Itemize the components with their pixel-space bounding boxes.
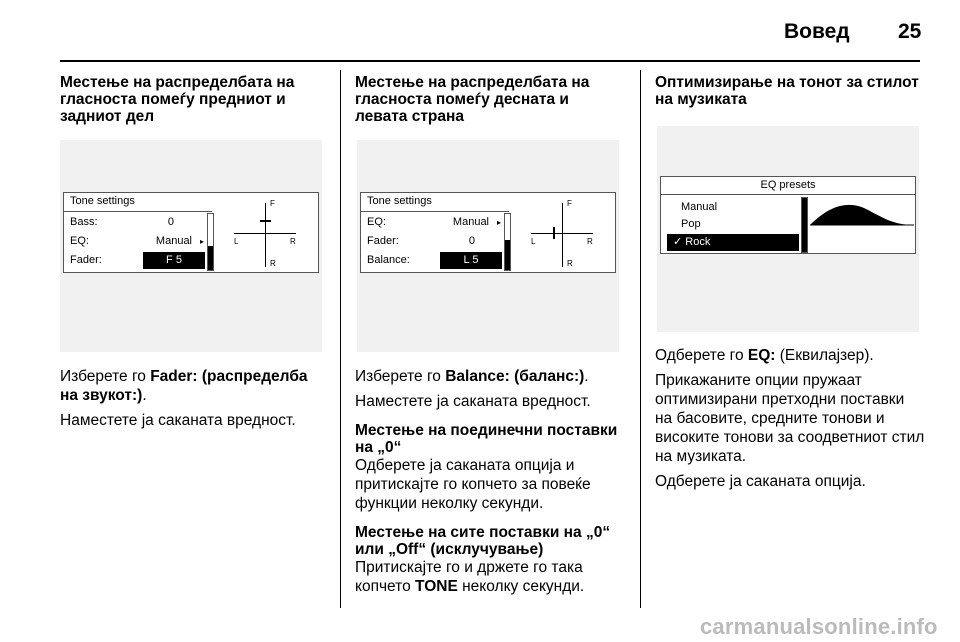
- screen-title: Tone settings: [70, 195, 135, 207]
- paragraph: Притискајте го и држете го така копчето TONE неколку секунди.: [355, 559, 585, 595]
- column-fader: [60, 74, 326, 125]
- row-value: Manual: [155, 235, 192, 247]
- display-image-eq: [657, 126, 919, 332]
- page-title: Вовед: [784, 20, 850, 43]
- screen-title: Tone settings: [367, 195, 432, 207]
- row-label: Bass:: [70, 216, 98, 228]
- paragraph: Наместете ја саканата вредност.: [60, 412, 296, 429]
- paragraph: Одберете ја саканата опција и притискајте го копчето за повеќе функции неколку секунди.: [355, 457, 591, 512]
- balance-marker: [553, 227, 555, 239]
- display-image-balance: [357, 140, 619, 352]
- section-heading: Местење на распределбата на гласноста помеѓу десната и левата страна: [355, 74, 590, 125]
- row-label: EQ:: [70, 235, 89, 247]
- preset-item: Pop: [681, 218, 701, 230]
- column-divider: [340, 70, 341, 608]
- eq-curve-graphic: [810, 195, 914, 253]
- tone-settings-screen: Tone settings EQ: Manual ▸ Fader: 0 Balance: L 5 F L R R: [360, 192, 616, 273]
- selected-value: L 5: [440, 252, 502, 269]
- section-heading: Оптимизирање на тонот за стилот на музиката: [655, 74, 919, 108]
- tone-settings-screen: Tone settings Bass: 0 EQ: Manual ▸ Fader: F 5 F L R R: [63, 192, 319, 273]
- selected-value: F 5: [143, 252, 205, 269]
- arrow-right-icon: ▸: [497, 218, 502, 227]
- paragraph: Изберете го Balance: (баланс:).: [355, 368, 589, 385]
- row-label: Balance:: [367, 254, 410, 266]
- row-value: 0: [468, 235, 475, 247]
- column-divider: [640, 70, 641, 608]
- row-label: Fader:: [367, 235, 399, 247]
- column-balance-text: [355, 367, 625, 596]
- row-value: Manual: [452, 216, 489, 228]
- paragraph: Одберете го EQ: (Еквилајзер).: [655, 347, 874, 364]
- row-value: 0: [167, 216, 174, 228]
- header-rule: [60, 60, 920, 62]
- section-heading: Местење на поединечни поставки на „0“: [355, 422, 618, 456]
- preset-item: Manual: [681, 201, 718, 213]
- column-fader-text: [60, 367, 326, 430]
- arrow-right-icon: ▸: [200, 237, 205, 246]
- screen-title: EQ presets: [760, 179, 816, 191]
- page-number: 25: [898, 20, 922, 43]
- section-heading: Местење на сите поставки на „0“ или „Off“ (исклучување): [355, 524, 611, 558]
- scrollbar: [207, 213, 214, 271]
- section-heading: Местење на распределбата на гласноста помеѓу предниот и задниот дел: [60, 74, 295, 125]
- watermark: carmanualsonline.info: [700, 614, 938, 639]
- row-label: Fader:: [70, 254, 102, 266]
- display-image-fader: [60, 140, 322, 352]
- column-eq-text: [655, 346, 925, 491]
- row-label: EQ:: [367, 216, 386, 228]
- scrollbar: [801, 197, 808, 253]
- eq-presets-screen: [660, 176, 916, 254]
- selected-preset: ✓ Rock: [667, 234, 799, 251]
- paragraph: Одберете ја саканата опција.: [655, 473, 866, 490]
- paragraph: Прикажаните опции пружаат оптимизирани претходни поставки на басовите, средните тонови и високите тонови за соодветниот стил на музиката.: [655, 372, 925, 465]
- fader-marker: [260, 220, 271, 222]
- column-balance: [355, 74, 625, 125]
- paragraph: Наместете ја саканата вредност.: [355, 393, 591, 410]
- paragraph: Изберете го Fader: (распределба на звукот:).: [60, 368, 308, 404]
- column-eq: [655, 74, 925, 108]
- scrollbar: [504, 213, 511, 271]
